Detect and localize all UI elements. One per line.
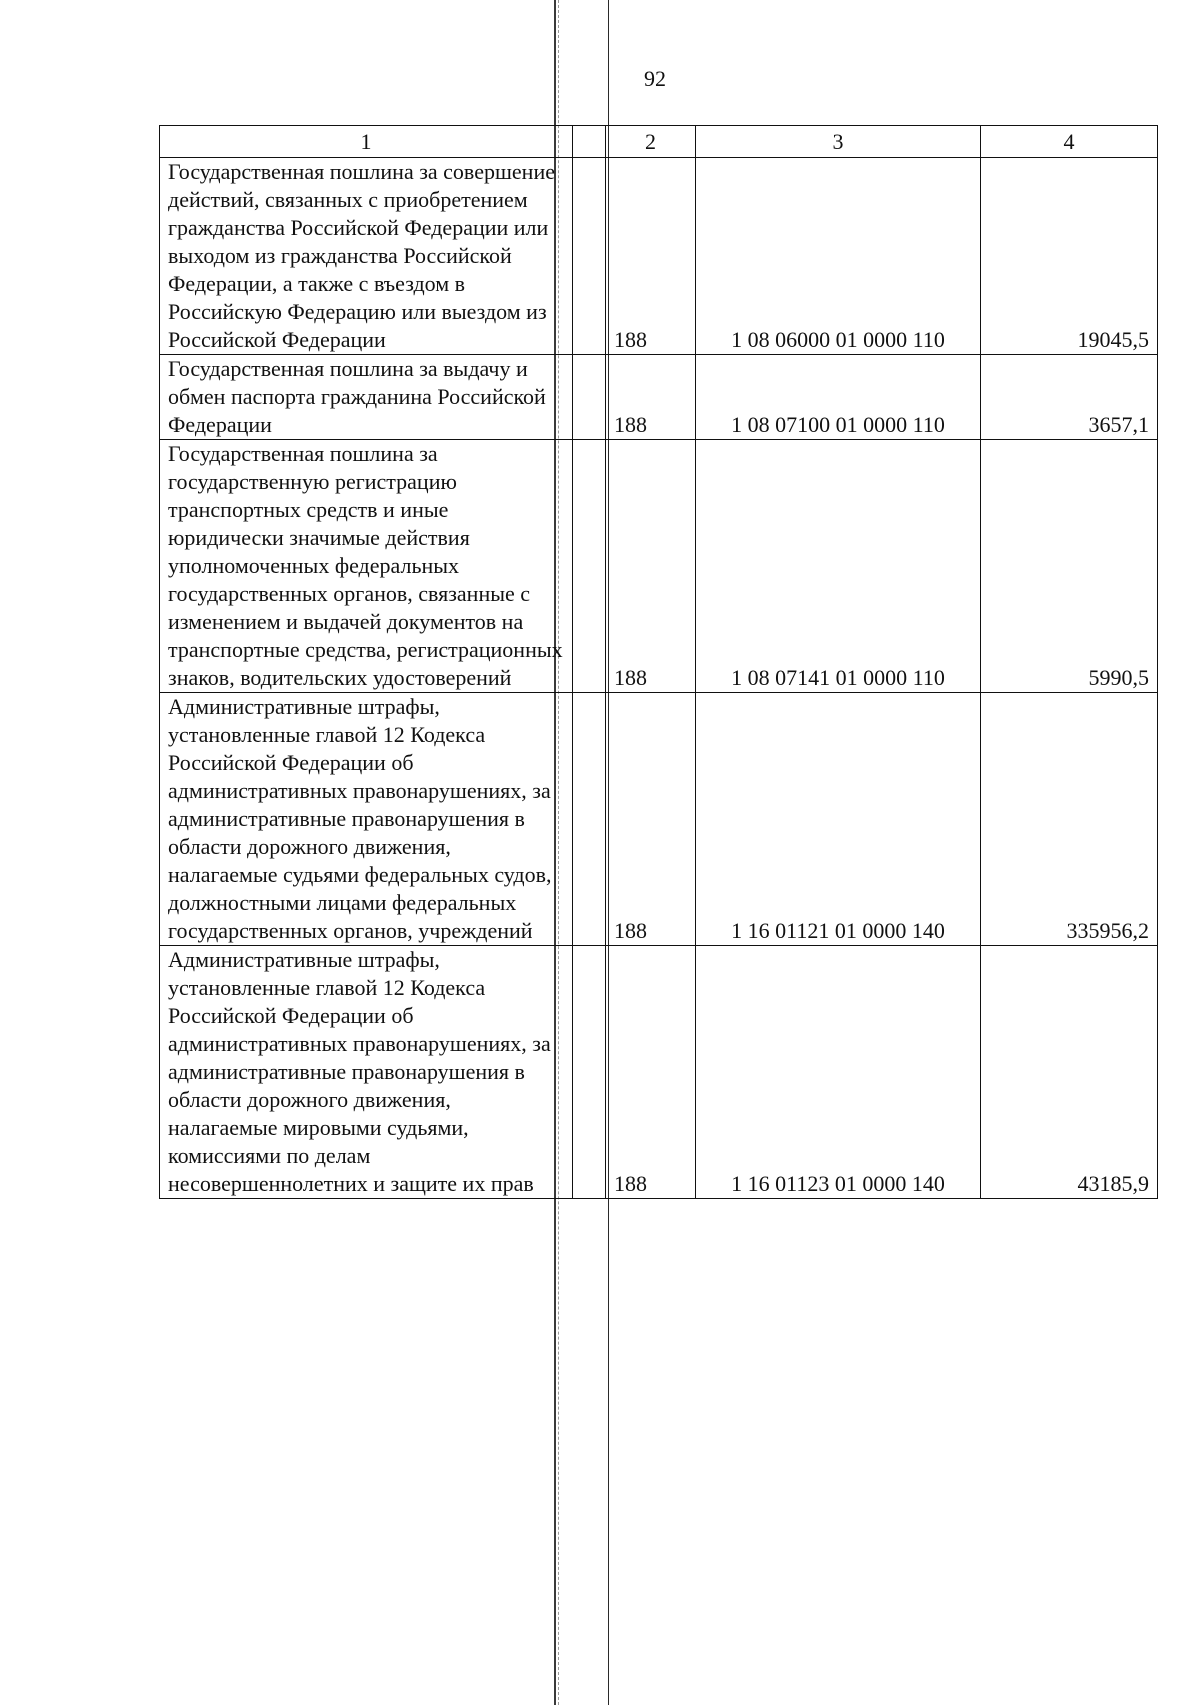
row-name: Государственная пошлина за совершение действий, связанных с приобретением гражданства Российской Федерации или выходом из гражданства Российской Федерации, а также с въездом в Российскую Федерацию или выездом из Российской Федерации: [160, 158, 573, 355]
row-admin-code: 188: [606, 440, 696, 693]
row-admin-code: 188: [606, 693, 696, 946]
row-blank-cell: [573, 946, 606, 1199]
row-revenue-code: 1 16 01123 01 0000 140: [696, 946, 981, 1199]
row-amount: 19045,5: [981, 158, 1158, 355]
row-amount: 335956,2: [981, 693, 1158, 946]
table-row: [160, 946, 1158, 1199]
table-row: [160, 158, 1158, 355]
header-col-3: 3: [696, 126, 981, 158]
row-blank-cell: [573, 158, 606, 355]
row-name: Государственная пошлина за государственную регистрацию транспортных средств и иные юридически значимые действия уполномоченных федеральных государственных органов, связанные с изменением и выдачей документов на транспортные средства, регистрационных знаков, водительских удостоверений: [160, 440, 573, 693]
row-blank-cell: [573, 440, 606, 693]
row-amount: 3657,1: [981, 355, 1158, 440]
row-amount: 43185,9: [981, 946, 1158, 1199]
revenue-table: [159, 125, 1158, 1199]
row-revenue-code: 1 16 01121 01 0000 140: [696, 693, 981, 946]
table-row: [160, 440, 1158, 693]
table-header-row: [160, 126, 1158, 158]
row-revenue-code: 1 08 07141 01 0000 110: [696, 440, 981, 693]
header-col-1: 1: [160, 126, 573, 158]
table-row: [160, 355, 1158, 440]
header-col-2: 2: [606, 126, 696, 158]
row-blank-cell: [573, 693, 606, 946]
header-blank-col: [573, 126, 606, 158]
row-name: Административные штрафы, установленные главой 12 Кодекса Российской Федерации об административных правонарушениях, за административные правонарушения в области дорожного движения, налагаемые судьями федеральных судов, должностными лицами федеральных государственных органов, учреждений: [160, 693, 573, 946]
row-revenue-code: 1 08 07100 01 0000 110: [696, 355, 981, 440]
row-revenue-code: 1 08 06000 01 0000 110: [696, 158, 981, 355]
header-col-4: 4: [981, 126, 1158, 158]
row-admin-code: 188: [606, 158, 696, 355]
row-blank-cell: [573, 355, 606, 440]
row-amount: 5990,5: [981, 440, 1158, 693]
page-number: 92: [644, 66, 666, 91]
table-row: [160, 693, 1158, 946]
row-name: Административные штрафы, установленные главой 12 Кодекса Российской Федерации об административных правонарушениях, за административные правонарушения в области дорожного движения, налагаемые мировыми судьями, комиссиями по делам несовершеннолетних и защите их прав: [160, 946, 573, 1199]
row-admin-code: 188: [606, 355, 696, 440]
row-name: Государственная пошлина за выдачу и обмен паспорта гражданина Российской Федерации: [160, 355, 573, 440]
row-admin-code: 188: [606, 946, 696, 1199]
